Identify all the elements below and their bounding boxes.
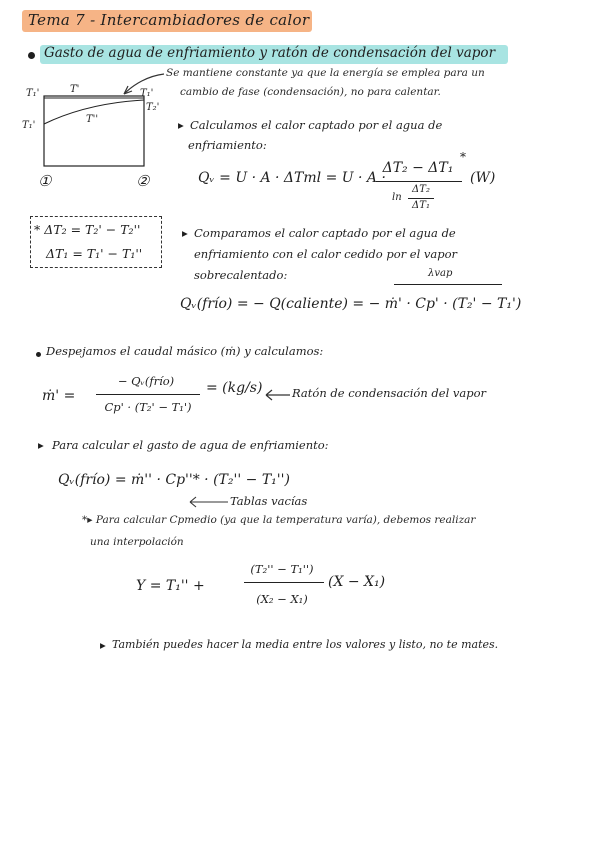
bullet-arrow-icon: ▸ [182,226,188,240]
section2-denominator: Cp' · (T₂' − T₁') [104,400,192,414]
interp-lhs: Y = T₁'' + [136,578,205,594]
note-line-2: cambio de fase (condensación), no para calentar. [180,86,441,98]
eq1-numerator: ΔT₂ − ΔT₁ [382,160,454,176]
section3-tables: Tablas vacías [230,494,308,508]
section2-unit: = (kg/s) [206,380,263,396]
eq1-left: Qᵥ = U · A · ΔTml = U · A · [198,170,386,186]
eq2: Qᵥ(frío) = − Q(caliente) = − ṁ' · Cp' · (T₂' − T₁') [180,296,522,312]
eq1-den-den: ΔT₁ [412,200,430,211]
section3-eq: Qᵥ(frío) = ṁ'' · Cp''* · (T₂'' − T₁'') [58,472,290,488]
section2-lhs: ṁ' = [42,388,76,404]
eq1-unit: (W) [470,170,496,186]
diagram-node-2: ② [136,172,150,190]
page-title: Tema 7 - Intercambiadores de calor [28,11,310,29]
section1-heading: Gasto de agua de enfriamiento y ratón de condensación del vapor [44,45,496,61]
bullet-arrow-icon: ▸ [38,438,44,452]
interp-tail: (X − X₁) [328,574,386,590]
eq1-fraction-line [376,181,462,182]
b2-line-3: sobrecalentado: [194,268,288,282]
eq1-den-num: ΔT₂ [412,184,430,195]
b1-line-1: Calculamos el calor captado por el agua de [190,118,443,132]
section3-tip: También puedes hacer la media entre los valores y listo, no te mates. [112,638,499,651]
interp-fraction-line [244,582,324,583]
b1-line-2: enfriamiento: [188,138,267,152]
section2-numerator: − Qᵥ(frío) [117,374,175,388]
b2-line-2: enfriamiento con el calor cedido por el vapor [194,247,458,261]
delta-t2: * ΔT₂ = T₂' − T₂'' [34,222,141,237]
section3-sub-2: una interpolación [90,536,184,548]
diagram-node-1: ① [38,172,52,190]
section3-sub-1: *▸ Para calcular Cpmedio (ya que la temperatura varía), debemos realizar [82,514,476,526]
diagram-label-t1-left: T₁' [22,120,36,131]
delta-t1: ΔT₁ = T₁' − T₁'' [46,246,143,261]
eq1-den-ln: ln [392,192,402,203]
diagram-label-upper: T' [70,84,80,95]
section2-note: Ratón de condensación del vapor [292,386,487,400]
interp-denominator: (X₂ − X₁) [256,592,308,606]
section2-fraction-line [96,394,200,395]
diagram-label-lower: T'' [86,114,99,125]
eq1-star: * [460,150,466,164]
diagram-label-t2-right: T₂' [146,102,160,113]
bullet-dot [28,52,35,59]
diagram-label-t1: T₁' [26,88,40,99]
arrow-left-icon [262,386,292,402]
eq1-den-line [408,198,434,199]
note-line-1: Se mantiene constante ya que la energía se emplea para un [166,67,485,79]
section2-text: Despejamos el caudal másico (ṁ) y calculamos: [46,344,324,358]
eq2-overbrace [394,284,502,285]
interp-numerator: (T₂'' − T₁'') [250,562,314,576]
bullet-arrow-icon: ▸ [100,638,106,652]
bullet-dot [36,352,41,357]
diagram-label-t1-right: T₁' [140,88,154,99]
arrow-left-icon [186,494,230,508]
eq2-overbrace-label: λvap [428,268,453,279]
section3-text: Para calcular el gasto de agua de enfriamiento: [52,438,329,452]
bullet-arrow-icon: ▸ [178,118,184,132]
b2-line-1: Comparamos el calor captado por el agua de [194,226,456,240]
